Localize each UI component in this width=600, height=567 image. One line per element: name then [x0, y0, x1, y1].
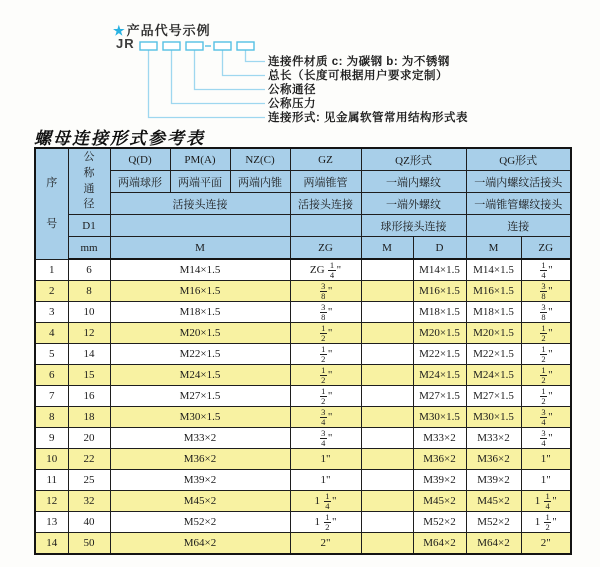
cell-m: M16×1.5: [110, 281, 290, 302]
cell-qg-m: M27×1.5: [466, 386, 521, 407]
header-qz-d: D: [413, 237, 466, 260]
table-row: [35, 323, 571, 344]
cell-qg-m: M52×2: [466, 512, 521, 533]
header-gz-sub: 两端锥管: [290, 171, 361, 193]
cell-gz-zg: 1": [290, 449, 361, 470]
diagram-heading-text: 产品代号示例: [126, 23, 211, 38]
header-q-sub: 两端球形: [110, 171, 170, 193]
cell-qz-m: [361, 302, 413, 323]
diagram-label-nominal-pressure: 公称压力: [268, 98, 316, 110]
cell-mm: 20: [68, 428, 110, 449]
cell-qz-d: M30×1.5: [413, 407, 466, 428]
cell-qz-m: [361, 323, 413, 344]
cell-qg-zg: $\frac{1}{4}$ ": [521, 259, 571, 281]
cell-gz-zg: 1 $\frac{1}{2}$ ": [290, 512, 361, 533]
cell-m: M64×2: [110, 533, 290, 555]
cell-qz-d: M14×1.5: [413, 259, 466, 281]
cell-seq: 6: [35, 365, 68, 386]
header-qz-connection: 球形接头连接: [361, 215, 466, 237]
header-empty-cell: [290, 215, 361, 237]
cell-mm: 50: [68, 533, 110, 555]
cell-qg-m: M14×1.5: [466, 259, 521, 281]
cell-qz-d: M52×2: [413, 512, 466, 533]
diagram-label-material: 连接件材质 c: 为碳钢 b: 为不锈钢: [268, 56, 450, 68]
cell-qz-d: M24×1.5: [413, 365, 466, 386]
diagram-label-total-length: 总长（长度可根据用户要求定制）: [268, 70, 448, 82]
cell-m: M36×2: [110, 449, 290, 470]
header-qg-sub2: 一端锥管螺纹接头: [466, 193, 571, 215]
table-header: [35, 148, 571, 259]
table-row: [35, 512, 571, 533]
cell-qg-zg: 2": [521, 533, 571, 555]
table-row: [35, 281, 571, 302]
header-qz: QZ形式: [361, 148, 466, 171]
table-body: [35, 259, 571, 554]
header-pm-sub: 两端平面: [170, 171, 230, 193]
cell-qg-zg: 1": [521, 470, 571, 491]
header-qg-m: M: [466, 237, 521, 260]
cell-qg-zg: 1": [521, 449, 571, 470]
cell-qg-m: M24×1.5: [466, 365, 521, 386]
cell-seq: 12: [35, 491, 68, 512]
diagram-label-nominal-diameter: 公称通径: [268, 84, 316, 96]
table-row: [35, 533, 571, 555]
cell-qz-m: [361, 512, 413, 533]
cell-qg-m: M30×1.5: [466, 407, 521, 428]
cell-qg-zg: $\frac{1}{2}$ ": [521, 365, 571, 386]
cell-gz-zg: $\frac{1}{2}$ ": [290, 323, 361, 344]
cell-qg-zg: $\frac{3}{8}$ ": [521, 281, 571, 302]
nut-connection-table: [34, 147, 572, 555]
cell-qz-d: M16×1.5: [413, 281, 466, 302]
cell-gz-zg: 1": [290, 470, 361, 491]
cell-qz-d: M33×2: [413, 428, 466, 449]
cell-qz-d: M45×2: [413, 491, 466, 512]
cell-m: M30×1.5: [110, 407, 290, 428]
cell-mm: 6: [68, 259, 110, 281]
cell-qg-m: M16×1.5: [466, 281, 521, 302]
cell-qz-d: M18×1.5: [413, 302, 466, 323]
cell-qz-m: [361, 259, 413, 281]
header-nz: NZ(C): [230, 148, 290, 171]
header-pm: PM(A): [170, 148, 230, 171]
header-qg-sub: 一端内螺纹活接头: [466, 171, 571, 193]
cell-gz-zg: $\frac{3}{8}$ ": [290, 281, 361, 302]
cell-gz-zg: $\frac{3}{8}$ ": [290, 302, 361, 323]
star-icon: ★: [113, 23, 126, 38]
cell-qg-zg: 1 $\frac{1}{2}$ ": [521, 512, 571, 533]
cell-qz-m: [361, 470, 413, 491]
cell-m: M27×1.5: [110, 386, 290, 407]
cell-gz-zg: ZG $\frac{1}{4}$ ": [290, 259, 361, 281]
cell-seq: 8: [35, 407, 68, 428]
cell-qz-d: M20×1.5: [413, 323, 466, 344]
cell-mm: 16: [68, 386, 110, 407]
table-title: 螺母连接形式参考表: [34, 129, 205, 148]
table-row: [35, 428, 571, 449]
cell-qz-m: [361, 449, 413, 470]
cell-qg-m: M33×2: [466, 428, 521, 449]
cell-seq: 14: [35, 533, 68, 555]
header-empty-cell: [110, 215, 290, 237]
header-nominal-diameter: 公称通径: [68, 148, 110, 215]
cell-qg-m: M20×1.5: [466, 323, 521, 344]
cell-seq: 4: [35, 323, 68, 344]
code-segment-boxes: [140, 42, 254, 50]
cell-seq: 2: [35, 281, 68, 302]
cell-seq: 3: [35, 302, 68, 323]
cell-qz-d: M36×2: [413, 449, 466, 470]
header-gz: GZ: [290, 148, 361, 171]
cell-seq: 10: [35, 449, 68, 470]
cell-qg-m: M39×2: [466, 470, 521, 491]
header-mm: mm: [68, 237, 110, 260]
header-nz-sub: 两端内锥: [230, 171, 290, 193]
header-zg: ZG: [290, 237, 361, 260]
cell-qg-zg: $\frac{3}{4}$ ": [521, 407, 571, 428]
cell-gz-zg: 1 $\frac{1}{4}$ ": [290, 491, 361, 512]
header-qz-sub: 一端内螺纹: [361, 171, 466, 193]
cell-m: M14×1.5: [110, 259, 290, 281]
table-row: [35, 491, 571, 512]
cell-qz-m: [361, 386, 413, 407]
cell-mm: 12: [68, 323, 110, 344]
header-union-connection: 活接头连接: [110, 193, 290, 215]
cell-qz-m: [361, 407, 413, 428]
table-row: [35, 470, 571, 491]
cell-qz-d: M39×2: [413, 470, 466, 491]
table-row: [35, 386, 571, 407]
cell-seq: 9: [35, 428, 68, 449]
cell-seq: 11: [35, 470, 68, 491]
cell-m: M22×1.5: [110, 344, 290, 365]
cell-qg-zg: 1 $\frac{1}{4}$ ": [521, 491, 571, 512]
table-row: [35, 365, 571, 386]
code-prefix: JR: [116, 36, 135, 51]
cell-qz-m: [361, 344, 413, 365]
cell-m: M20×1.5: [110, 323, 290, 344]
header-qz-m: M: [361, 237, 413, 260]
cell-mm: 40: [68, 512, 110, 533]
header-qg-connection: 连接: [466, 215, 571, 237]
cell-qz-m: [361, 533, 413, 555]
header-d1: D1: [68, 215, 110, 237]
cell-mm: 10: [68, 302, 110, 323]
header-qz-sub2: 一端外螺纹: [361, 193, 466, 215]
cell-m: M39×2: [110, 470, 290, 491]
cell-mm: 32: [68, 491, 110, 512]
cell-seq: 5: [35, 344, 68, 365]
cell-qg-zg: $\frac{3}{8}$ ": [521, 302, 571, 323]
cell-gz-zg: $\frac{1}{2}$ ": [290, 365, 361, 386]
cell-gz-zg: $\frac{3}{4}$ ": [290, 428, 361, 449]
cell-gz-zg: $\frac{1}{2}$ ": [290, 386, 361, 407]
cell-gz-zg: $\frac{3}{4}$ ": [290, 407, 361, 428]
header-qg-zg: ZG: [521, 237, 571, 260]
cell-mm: 18: [68, 407, 110, 428]
cell-m: M33×2: [110, 428, 290, 449]
cell-qg-m: M64×2: [466, 533, 521, 555]
cell-m: M18×1.5: [110, 302, 290, 323]
cell-seq: 13: [35, 512, 68, 533]
cell-qz-m: [361, 365, 413, 386]
cell-gz-zg: $\frac{1}{2}$ ": [290, 344, 361, 365]
connector-lines: [149, 50, 266, 118]
table-row: [35, 449, 571, 470]
table-row: [35, 407, 571, 428]
cell-qz-d: M22×1.5: [413, 344, 466, 365]
cell-m: M45×2: [110, 491, 290, 512]
table-row: [35, 259, 571, 281]
cell-qg-m: M36×2: [466, 449, 521, 470]
cell-mm: 8: [68, 281, 110, 302]
cell-qz-m: [361, 281, 413, 302]
cell-mm: 15: [68, 365, 110, 386]
header-seq: 序号: [35, 148, 68, 259]
cell-qz-m: [361, 428, 413, 449]
cell-qg-zg: $\frac{3}{4}$ ": [521, 428, 571, 449]
cell-qz-m: [361, 491, 413, 512]
header-m: M: [110, 237, 290, 260]
cell-qg-m: M22×1.5: [466, 344, 521, 365]
table-row: [35, 302, 571, 323]
diagram-label-connection-form: 连接形式: 见金属软管常用结构形式表: [268, 112, 469, 124]
cell-seq: 7: [35, 386, 68, 407]
cell-qg-m: M45×2: [466, 491, 521, 512]
header-gz-union: 活接头连接: [290, 193, 361, 215]
cell-gz-zg: 2": [290, 533, 361, 555]
cell-m: M24×1.5: [110, 365, 290, 386]
table-row: [35, 344, 571, 365]
cell-mm: 14: [68, 344, 110, 365]
cell-qg-zg: $\frac{1}{2}$ ": [521, 386, 571, 407]
cell-qg-m: M18×1.5: [466, 302, 521, 323]
cell-qg-zg: $\frac{1}{2}$ ": [521, 344, 571, 365]
header-qg: QG形式: [466, 148, 571, 171]
cell-seq: 1: [35, 259, 68, 281]
cell-m: M52×2: [110, 512, 290, 533]
cell-qz-d: M27×1.5: [413, 386, 466, 407]
cell-qg-zg: $\frac{1}{2}$ ": [521, 323, 571, 344]
cell-mm: 25: [68, 470, 110, 491]
header-q: Q(D): [110, 148, 170, 171]
cell-qz-d: M64×2: [413, 533, 466, 555]
cell-mm: 22: [68, 449, 110, 470]
